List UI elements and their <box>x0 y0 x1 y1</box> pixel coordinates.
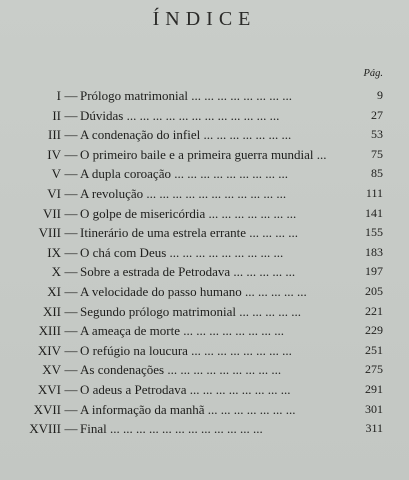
table-of-contents <box>0 86 409 439</box>
chapter-number: VII <box>42 205 61 221</box>
separator: — <box>64 283 78 299</box>
chapter-title: O primeiro baile e a primeira guerra mundial ... <box>80 146 327 162</box>
toc-entry <box>0 223 409 243</box>
page-number: 155 <box>365 225 383 240</box>
separator: — <box>64 342 78 358</box>
separator: — <box>64 166 78 182</box>
separator: — <box>64 146 78 162</box>
separator: — <box>64 362 78 378</box>
toc-entry <box>0 400 409 420</box>
page-number: 53 <box>371 127 383 142</box>
toc-entry <box>0 125 409 145</box>
toc-entry <box>0 302 409 322</box>
separator: — <box>64 303 78 319</box>
chapter-number: II <box>52 107 61 123</box>
chapter-title: A dupla coroação ... ... ... ... ... ... ... ... ... <box>80 166 288 182</box>
toc-entry <box>0 341 409 361</box>
page-number: 251 <box>365 342 383 357</box>
chapter-title: A revolução ... ... ... ... ... ... ... ... ... ... ... <box>80 185 287 201</box>
chapter-title: O chá com Deus ... ... ... ... ... ... ... ... ... <box>80 244 284 260</box>
chapter-number: XI <box>47 283 61 299</box>
chapter-number: IX <box>47 244 61 260</box>
toc-entry <box>0 282 409 302</box>
chapter-title: Dúvidas ... ... ... ... ... ... ... ... ... ... ... ... <box>80 107 280 123</box>
chapter-title: Itinerário de uma estrela errante ... ... ... ... <box>80 225 299 241</box>
page-number: 291 <box>365 381 383 396</box>
page-number: 111 <box>365 185 383 200</box>
chapter-number: VI <box>47 185 61 201</box>
separator: — <box>64 264 78 280</box>
toc-entry <box>0 321 409 341</box>
chapter-title: A informação da manhã ... ... ... ... ... ... ... <box>80 401 296 417</box>
page-number: 311 <box>365 421 383 436</box>
separator: — <box>64 185 78 201</box>
toc-entry <box>0 243 409 263</box>
chapter-title: As condenações ... ... ... ... ... ... ... ... ... <box>80 362 282 378</box>
toc-entry <box>0 262 409 282</box>
separator: — <box>64 107 78 123</box>
page-number: 27 <box>371 107 383 122</box>
toc-entry <box>0 184 409 204</box>
chapter-title: O golpe de misericórdia ... ... ... ... ... ... ... <box>80 205 297 221</box>
chapter-title: O adeus a Petrodava ... ... ... ... ... ... ... ... <box>80 381 291 397</box>
page-number: 205 <box>365 283 383 298</box>
separator: — <box>64 205 78 221</box>
separator: — <box>64 323 78 339</box>
separator: — <box>64 401 78 417</box>
page-number: 221 <box>365 303 383 318</box>
chapter-title: Prólogo matrimonial ... ... ... ... ... ... ... ... <box>80 88 292 103</box>
chapter-number: X <box>51 264 61 280</box>
chapter-number: I <box>56 88 61 103</box>
chapter-title: Final ... ... ... ... ... ... ... ... ... ... ... ... <box>80 421 263 437</box>
chapter-number: XIII <box>38 323 61 339</box>
chapter-title: Segundo prólogo matrimonial ... ... ... ... ... <box>80 303 301 319</box>
page-number: 275 <box>365 362 383 377</box>
chapter-title: A ameaça de morte ... ... ... ... ... ... ... ... <box>80 323 284 339</box>
toc-entry <box>0 145 409 165</box>
chapter-number: III <box>48 127 61 143</box>
page-number: 75 <box>371 146 383 161</box>
chapter-number: XVIII <box>29 421 61 437</box>
page-number: 183 <box>365 244 383 259</box>
chapter-number: V <box>51 166 61 182</box>
separator: — <box>64 127 78 143</box>
toc-entry <box>0 419 409 439</box>
separator: — <box>64 225 78 241</box>
separator: — <box>64 244 78 260</box>
chapter-number: XVII <box>33 401 61 417</box>
separator: — <box>64 381 78 397</box>
chapter-number: XIV <box>37 342 61 358</box>
toc-entry <box>0 106 409 126</box>
page-number: 9 <box>377 88 383 102</box>
chapter-number: XII <box>42 303 61 319</box>
page-number: 197 <box>365 264 383 279</box>
toc-entry <box>0 164 409 184</box>
separator: — <box>64 421 78 437</box>
chapter-title: A velocidade do passo humano ... ... ... ... ... <box>80 283 307 299</box>
chapter-number: VIII <box>38 225 61 241</box>
chapter-title: A condenação do infiel ... ... ... ... ... ... ... <box>80 127 292 143</box>
toc-entry <box>0 360 409 380</box>
toc-entry <box>0 380 409 400</box>
page-number: 301 <box>365 401 383 416</box>
page-column-label: Pág. <box>363 68 383 79</box>
page-number: 141 <box>365 205 383 220</box>
toc-entry <box>0 86 409 106</box>
page-number: 229 <box>365 323 383 338</box>
chapter-number: XVI <box>37 381 61 397</box>
page-number: 85 <box>371 166 383 181</box>
chapter-number: IV <box>47 146 61 162</box>
chapter-title: Sobre a estrada de Petrodava ... ... ... ... ... <box>80 264 296 280</box>
toc-entry <box>0 204 409 224</box>
chapter-title: O refúgio na loucura ... ... ... ... ... ... ... ... <box>80 342 292 358</box>
separator: — <box>64 88 78 103</box>
chapter-number: XV <box>42 362 61 378</box>
page-title: ÍNDICE <box>152 8 257 30</box>
